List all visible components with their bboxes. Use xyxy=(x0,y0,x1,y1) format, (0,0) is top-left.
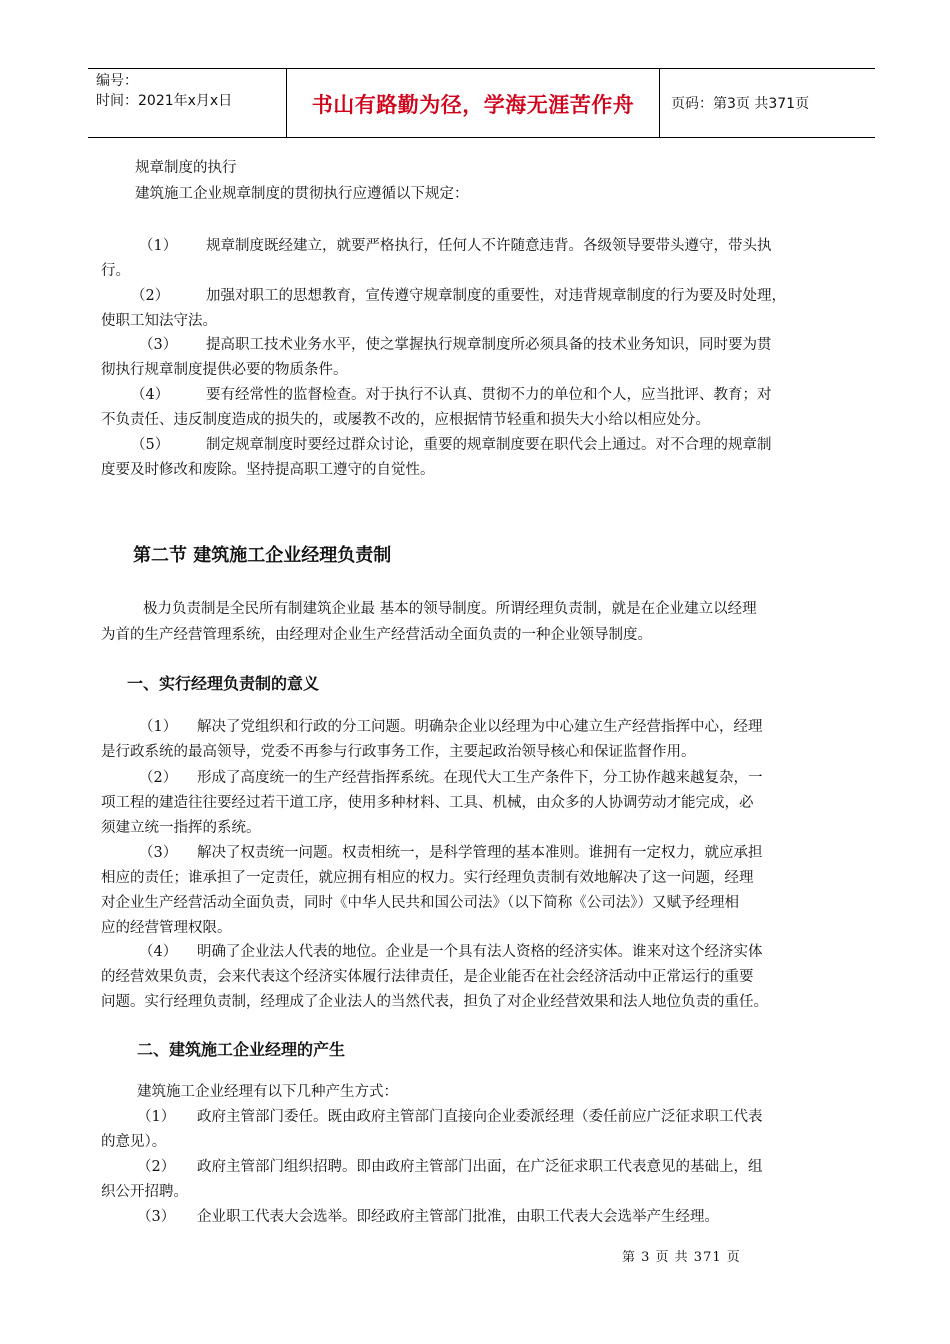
header-time-label: 时间：2021年x月x日 xyxy=(96,93,233,109)
list-item-text: 形成了高度统一的生产经营指挥系统。在现代大工生产条件下，分工协作越来越复杂，一 xyxy=(197,770,763,786)
header-page-label: 页码：第3页 共371页 xyxy=(671,96,810,112)
list-item-text: 规章制度既经建立，就要严格执行，任何人不许随意违背。各级领导要带头遵守，带头执 xyxy=(206,238,772,254)
list-item-number: （1） xyxy=(137,1109,176,1125)
list-item-text: 是行政系统的最高领导，党委不再参与行政事务工作，主要起政治领导核心和保证监督作用。 xyxy=(101,744,696,760)
list-item-number: （2） xyxy=(139,770,178,786)
list-item-text: 项工程的建造往往要经过若干道工序，使用多种材料、工具、机械，由众多的人协调劳动才能完成，必 xyxy=(101,795,754,811)
list-item-text: 问题。实行经理负责制，经理成了企业法人的当然代表，担负了对企业经营效果和法人地位负责的重任。 xyxy=(101,994,768,1010)
list-item-text: 明确了企业法人代表的地位。企业是一个具有法人资格的经济实体。谁来对这个经济实体 xyxy=(197,944,763,960)
list-item-text: 的意见）。 xyxy=(101,1134,167,1150)
chapter-intro-line: 极力负责制是全民所有制建筑企业最 基本的领导制度。所谓经理负责制，就是在企业建立以经理 xyxy=(143,601,757,617)
section-intro: 建筑施工企业规章制度的贯彻执行应遵循以下规定： xyxy=(135,186,469,202)
list-item-text: 提高职工技术业务水平，使之掌握执行规章制度所必须具备的技术业务知识，同时要为贯 xyxy=(206,337,772,353)
header-motto: 书山有路勤为径，学海无涯苦作舟 xyxy=(311,93,635,117)
header-number-label: 编号： xyxy=(96,73,138,89)
list-item-text: 解决了权责统一问题。权责相统一，是科学管理的基本准则。谁拥有一定权力，就应承担 xyxy=(197,845,763,861)
list-item-text: 度要及时修改和废除。坚持提高职工遵守的自觉性。 xyxy=(101,462,435,478)
header-divider xyxy=(659,69,660,137)
list-item-number: （3） xyxy=(139,337,178,353)
list-item-text: 的经营效果负责，会来代表这个经济实体履行法律责任，是企业能否在社会经济活动中正常运行的重要 xyxy=(101,969,754,985)
list-item-text: 织公开招聘。 xyxy=(101,1184,188,1200)
list-item-text: 加强对职工的思想教育，宣传遵守规章制度的重要性，对违背规章制度的行为要及时处理， xyxy=(206,288,786,304)
chapter-heading: 第二节 建筑施工企业经理负责制 xyxy=(133,545,392,566)
list-item-number: （2） xyxy=(131,288,170,304)
list-item-text: 要有经常性的监督检查。对于执行不认真、贯彻不力的单位和个人，应当批评、教育；对 xyxy=(206,387,772,403)
chapter-intro-line: 为首的生产经营管理系统，由经理对企业生产经营活动全面负责的一种企业领导制度。 xyxy=(101,627,652,643)
list-item-number: （2） xyxy=(137,1159,176,1175)
section-title: 规章制度的执行 xyxy=(135,160,237,176)
list-item-number: （4） xyxy=(131,387,170,403)
list-item-text: 政府主管部门组织招聘。即由政府主管部门出面，在广泛征求职工代表意见的基础上，组 xyxy=(197,1159,763,1175)
list-item-text: 相应的责任；谁承担了一定责任，就应拥有相应的权力。实行经理负责制有效地解决了这一问题，经理 xyxy=(101,870,754,886)
list-item-number: （3） xyxy=(139,845,178,861)
subsection-heading: 一、实行经理负责制的意义 xyxy=(127,674,320,693)
list-item-text: 彻执行规章制度提供必要的物质条件。 xyxy=(101,362,348,378)
page-header xyxy=(88,68,875,138)
list-item-number: （1） xyxy=(139,238,178,254)
subsection-heading: 二、建筑施工企业经理的产生 xyxy=(137,1040,346,1059)
list-item-text: 制定规章制度时要经过群众讨论，重要的规章制度要在职代会上通过。对不合理的规章制 xyxy=(206,437,772,453)
list-item-text: 不负责任、违反制度造成的损失的，或屡教不改的，应根据情节轻重和损失大小给以相应处分。 xyxy=(101,412,710,428)
page-footer: 第 3 页 共 371 页 xyxy=(622,1250,741,1265)
list-item-text: 政府主管部门委任。既由政府主管部门直接向企业委派经理（委任前应广泛征求职工代表 xyxy=(197,1109,763,1125)
list-item-number: （5） xyxy=(131,437,170,453)
list-item-text: 应的经营管理权限。 xyxy=(101,920,232,936)
list-item-number: （1） xyxy=(139,719,178,735)
list-item-text: 使职工知法守法。 xyxy=(101,313,217,329)
list-item-text: 企业职工代表大会选举。即经政府主管部门批准，由职工代表大会选举产生经理。 xyxy=(197,1209,719,1225)
list-item-text: 行。 xyxy=(101,263,130,279)
header-divider xyxy=(286,69,287,137)
list-item-number: （4） xyxy=(139,944,178,960)
list-item-text: 解决了党组织和行政的分工问题。明确杂企业以经理为中心建立生产经营指挥中心，经理 xyxy=(197,719,763,735)
list-item-number: （3） xyxy=(137,1209,176,1225)
subsection-intro: 建筑施工企业经理有以下几种产生方式： xyxy=(137,1084,398,1100)
list-item-text: 对企业生产经营活动全面负责，同时《中华人民共和国公司法》（以下简称《公司法》）又赋予经理相 xyxy=(101,895,739,911)
list-item-text: 须建立统一指挥的系统。 xyxy=(101,820,261,836)
header-meta xyxy=(96,71,232,111)
